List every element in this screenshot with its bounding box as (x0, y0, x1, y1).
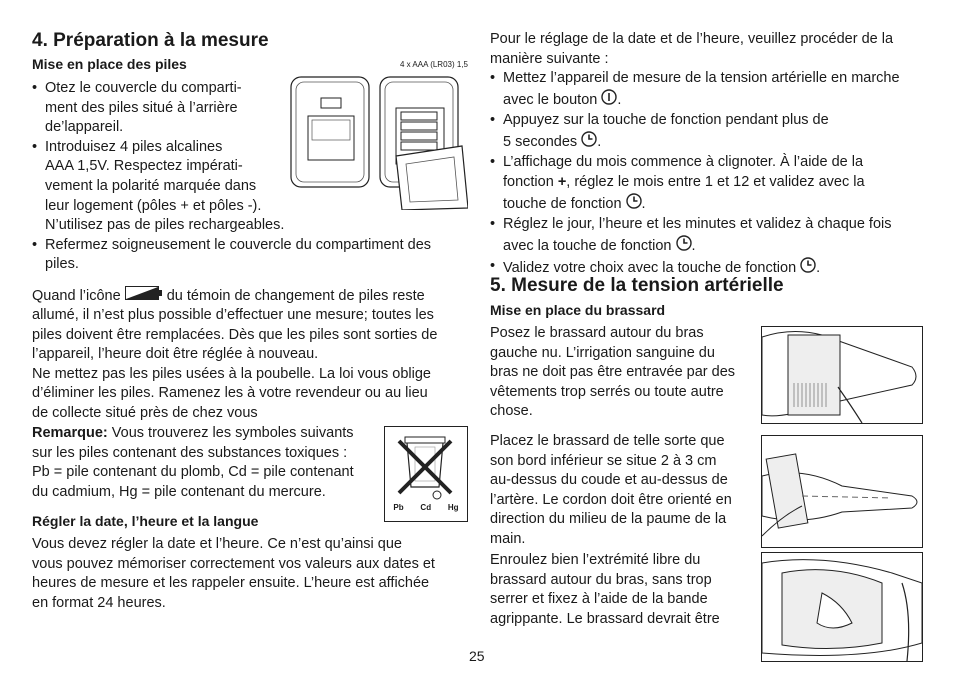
battery-icon-paragraph: Quand l’icône du témoin de changement de piles reste (32, 286, 472, 307)
battery-compartment-illustration (288, 60, 468, 210)
datetime-step-4: • Réglez le jour, l’heure et les minutes et validez à chaque fois avec la touche de fonction . (490, 215, 930, 257)
battery-step-2: • Introduisez 4 piles alcalines AAA 1,5V. Respectez impérati- vement la polarité marquée dans leur logement (pôles + et pôles -). N’utilisez pas de piles rechargeables. (32, 138, 472, 236)
remark-text: Remarque: Vous trouverez les symboles suivants sur les piles contenant des substances toxiques : Pb = pile contenant du plomb, Cd = pile contenant du cadmium, Hg = pile contenant du mercure. (32, 425, 354, 500)
clock-icon (626, 193, 642, 216)
crossed-bin-figure (384, 426, 468, 522)
crossed-bin-icon (385, 427, 467, 507)
section5-title: 5. Mesure de la tension artérielle (490, 275, 784, 296)
symbol-cd: Cd (420, 503, 432, 512)
cuff-paragraph-2: Placez le brassard de telle sorte que son bord inférieur se situe 2 à 3 cm au-dessus du coude et au-dessus de l’artère. Le cordon doit être orienté en direction du milieu de la paume de la main. (490, 433, 732, 547)
cuff-paragraph-1: Posez le brassard autour du bras gauche nu. L’irrigation sanguine du bras ne doit pas être entravée par des vêtements trop serrés ou toute autre chose. (490, 325, 736, 420)
cuff-figure-2 (761, 435, 923, 548)
datetime-step-2: • Appuyez sur la touche de fonction pendant plus de 5 secondes . (490, 111, 930, 153)
clock-icon (800, 257, 816, 280)
power-icon (601, 89, 617, 112)
battery-figure (288, 60, 468, 210)
section4-title: 4. Préparation à la mesure (32, 30, 269, 51)
datetime-intro: Pour le réglage de la date et de l’heure, veuillez procéder de la manière suivante : (490, 31, 894, 67)
cuff-figure-3 (761, 552, 923, 662)
datetime-step-5: • Validez votre choix avec la touche de fonction . (490, 257, 930, 280)
battery-step-1: • Otez le couvercle du comparti- ment des piles situé à l’arrière de’lappareil. (32, 79, 472, 138)
symbol-pb: Pb (393, 503, 404, 512)
toxic-symbols (385, 503, 467, 512)
datetime-text: Vous devez régler la date et l’heure. Ce n’est qu’ainsi que vous pouvez mémoriser correctement vos valeurs aux dates et heures de mesure et les rappeler ensuite. L’heure est affichée en format 24 heures. (32, 536, 435, 611)
battery-heading: Mise en place des piles (32, 56, 187, 72)
datetime-step-1: • Mettez l’appareil de mesure de la tension artérielle en marche avec le bouton . (490, 69, 930, 111)
arm-cuff-illustration-3 (762, 553, 922, 661)
battery-figure-caption: 4 x AAA (LR03) 1,5 (399, 60, 468, 69)
clock-icon (676, 235, 692, 258)
low-battery-icon (125, 286, 163, 307)
plus-symbol: + (557, 173, 567, 190)
cuff-heading: Mise en place du brassard (490, 302, 666, 318)
cuff-paragraph-3: Enroulez bien l’extrémité libre du brassard autour du bras, sans trop serrer et fixez à l’aide de la bande agrippante. Le brassard devrait être (490, 552, 720, 627)
cuff-figure-1 (761, 326, 923, 424)
symbol-hg: Hg (447, 503, 459, 512)
arm-cuff-illustration-2 (762, 436, 922, 547)
datetime-heading: Régler la date, l’heure et la langue (32, 513, 259, 529)
battery-step-3: • Refermez soigneusement le couvercle du compartiment des piles. (32, 236, 472, 275)
arm-cuff-illustration-1 (762, 327, 922, 423)
clock-icon (581, 131, 597, 154)
page-number: 25 (469, 648, 485, 664)
datetime-steps (490, 69, 930, 280)
datetime-step-3: • L’affichage du mois commence à clignoter. À l’aide de la fonction +, réglez le mois entre 1 et 12 et validez avec la touche de fonction . (490, 153, 930, 215)
battery-disposal-text: allumé, il n’est plus possible d’effectuer une mesure; toutes les piles doivent être remplacées. Dès que les piles sont sorties de l’appareil, l’heure doit être réglée à nouveau. Ne mettez pas les piles usées à la poubelle. La loi vous oblige d’éliminer les piles. Ramenez les à votre revendeur ou au lieu de collecte situé près de chez vous (32, 307, 438, 421)
